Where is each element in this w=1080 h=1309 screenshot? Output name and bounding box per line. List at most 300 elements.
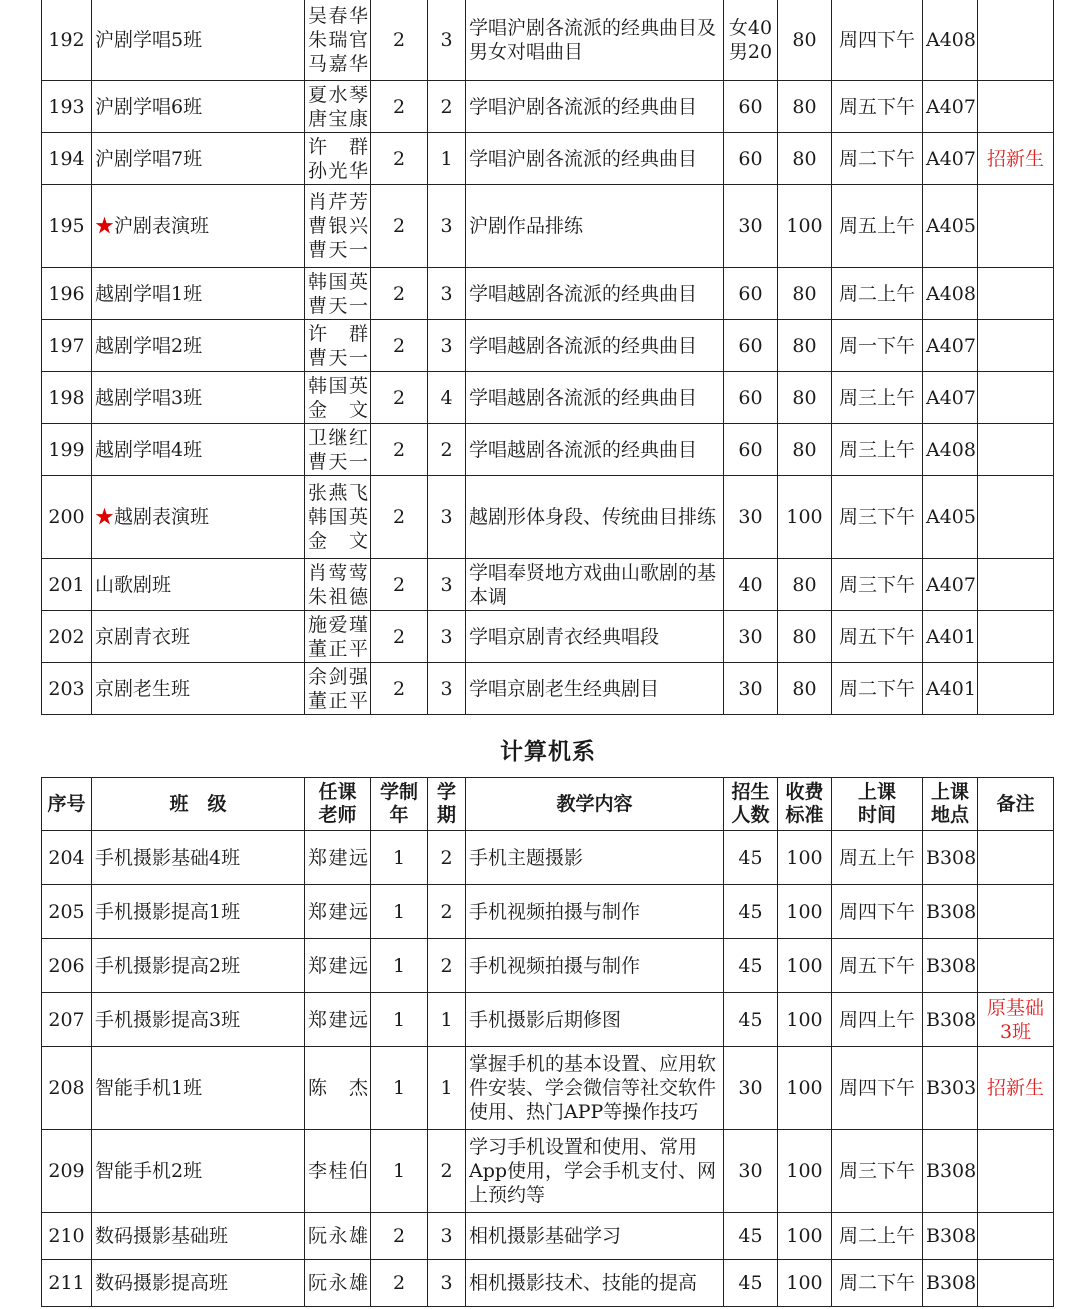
content-cell: [466, 993, 724, 1047]
teacher-name: 韩国英: [308, 374, 368, 397]
years-cell: 1: [371, 1130, 428, 1213]
years-cell: 2: [371, 0, 428, 81]
row-number: 207: [42, 993, 92, 1047]
note-cell: 招新生: [978, 1047, 1054, 1130]
room-cell: A408: [923, 0, 978, 81]
quota-cell: 60: [724, 268, 778, 320]
time-cell: 周二下午: [832, 1260, 923, 1307]
class-name-cell: [92, 185, 305, 268]
years-cell: 1: [371, 993, 428, 1047]
table-row: [42, 0, 1054, 81]
quota-cell: 45: [724, 885, 778, 939]
note-cell: [978, 372, 1054, 424]
teacher-name: 郑建远: [308, 1008, 368, 1031]
time-cell: 周四下午: [832, 0, 923, 81]
fee-cell: 100: [778, 1047, 832, 1130]
table-row: [42, 476, 1054, 559]
class-name-cell: [92, 1260, 305, 1307]
class-name: 智能手机2班: [95, 1160, 203, 1182]
quota-cell: 45: [724, 1260, 778, 1307]
time-cell: 周二下午: [832, 663, 923, 715]
term-cell: 2: [428, 885, 466, 939]
term-cell: 2: [428, 831, 466, 885]
room-cell: B308: [923, 939, 978, 993]
teacher-cell: [305, 831, 371, 885]
room-cell: A407: [923, 320, 978, 372]
class-name-cell: [92, 0, 305, 81]
quota-cell: 60: [724, 424, 778, 476]
teacher-name: 朱祖德: [308, 585, 368, 608]
time-cell: 周二上午: [832, 1213, 923, 1260]
fee-cell: 100: [778, 185, 832, 268]
teacher-name: 施爱瑾: [308, 613, 368, 636]
teacher-cell: [305, 885, 371, 939]
content-text: 学唱越剧各流派的经典曲目: [469, 282, 698, 305]
teacher-name: 阮永雄: [308, 1225, 368, 1247]
content-text: 学唱京剧老生经典剧目: [469, 677, 660, 700]
years-cell: 2: [371, 372, 428, 424]
row-number: 204: [42, 831, 92, 885]
content-cell: [466, 1260, 724, 1307]
row-number: 192: [42, 0, 92, 81]
fee-cell: 100: [778, 1260, 832, 1307]
header-no: 序号: [42, 778, 92, 831]
years-cell: 2: [371, 1260, 428, 1307]
time-cell: 周五下午: [832, 939, 923, 993]
term-cell: 1: [428, 1047, 466, 1130]
teacher-name: 韩国英: [308, 270, 368, 293]
row-number: 199: [42, 424, 92, 476]
fee-cell: 100: [778, 831, 832, 885]
content-text: 学唱奉贤地方戏曲山歌剧的基本调: [469, 561, 717, 608]
note-cell: [978, 476, 1054, 559]
time-cell: 周一下午: [832, 320, 923, 372]
quota-cell: 30: [724, 663, 778, 715]
note-cell: [978, 424, 1054, 476]
table-row: [42, 611, 1054, 663]
note-cell: [978, 1213, 1054, 1260]
time-cell: 周三下午: [832, 1130, 923, 1213]
teacher-name: 阮永雄: [308, 1272, 368, 1294]
content-cell: [466, 372, 724, 424]
class-name: 沪剧学唱6班: [95, 95, 203, 118]
class-name: 京剧老生班: [95, 677, 191, 700]
header-years-text: 学制 年: [379, 781, 418, 826]
content-cell: [466, 81, 724, 133]
header-term-text: 学 期: [436, 781, 456, 826]
class-name: 越剧学唱1班: [95, 282, 203, 305]
content-text: 手机视频拍摄与制作: [469, 954, 641, 977]
note-cell: [978, 268, 1054, 320]
content-text: 学唱越剧各流派的经典曲目: [469, 334, 698, 357]
header-fee-text: 收费 标准: [785, 781, 824, 826]
class-name-cell: [92, 1130, 305, 1213]
content-cell: [466, 1047, 724, 1130]
note-cell: [978, 831, 1054, 885]
header-room: [923, 778, 978, 831]
fee-cell: 80: [778, 133, 832, 185]
room-cell: B308: [923, 1260, 978, 1307]
teacher-cell: [305, 1130, 371, 1213]
header-fee: [778, 778, 832, 831]
room-cell: A407: [923, 559, 978, 611]
term-cell: 2: [428, 939, 466, 993]
teacher-cell: [305, 476, 371, 559]
content-text: 相机摄影基础学习: [469, 1225, 622, 1247]
class-name-cell: [92, 559, 305, 611]
class-name-cell: [92, 1047, 305, 1130]
content-text: 学唱沪剧各流派的经典曲目: [469, 147, 698, 170]
class-name: 京剧青衣班: [95, 625, 191, 648]
class-name: 越剧表演班: [114, 506, 210, 528]
row-number: 205: [42, 885, 92, 939]
header-class: 班 级: [92, 778, 305, 831]
class-name-cell: [92, 993, 305, 1047]
content-cell: [466, 268, 724, 320]
room-cell: B308: [923, 1213, 978, 1260]
content-text: 学唱沪剧各流派的经典曲目及男女对唱曲目: [469, 16, 717, 63]
table-row: [42, 133, 1054, 185]
table-computer-courses: [41, 777, 1054, 1307]
teacher-name: 夏水琴: [308, 83, 368, 106]
teacher-cell: [305, 0, 371, 81]
teacher-name: 曹天一: [308, 346, 368, 369]
content-text: 越剧形体身段、传统曲目排练: [469, 506, 717, 528]
room-cell: A405: [923, 185, 978, 268]
class-name: 智能手机1班: [95, 1077, 203, 1099]
row-number: 195: [42, 185, 92, 268]
quota-cell: 60: [724, 133, 778, 185]
room-cell: A407: [923, 372, 978, 424]
teacher-name: 曹天一: [308, 239, 368, 261]
class-name: 越剧学唱2班: [95, 334, 203, 357]
row-number: 208: [42, 1047, 92, 1130]
content-cell: [466, 663, 724, 715]
content-cell: [466, 320, 724, 372]
quota-cell: 60: [724, 372, 778, 424]
row-number: 197: [42, 320, 92, 372]
room-cell: B308: [923, 831, 978, 885]
room-cell: A408: [923, 268, 978, 320]
content-text: 掌握手机的基本设置、应用软件安装、学会微信等社交软件使用、热门APP等操作技巧: [469, 1053, 717, 1123]
term-cell: 3: [428, 1260, 466, 1307]
class-name: 越剧学唱4班: [95, 438, 203, 461]
teacher-name: 董正平: [308, 637, 368, 660]
star-icon: ★: [95, 506, 115, 528]
teacher-name: 曹天一: [308, 450, 368, 473]
content-cell: [466, 424, 724, 476]
row-number: 202: [42, 611, 92, 663]
years-cell: 1: [371, 1047, 428, 1130]
room-cell: A408: [923, 424, 978, 476]
note-cell: [978, 939, 1054, 993]
teacher-cell: [305, 611, 371, 663]
teacher-name: 金 文: [308, 530, 368, 552]
years-cell: 2: [371, 476, 428, 559]
years-cell: 1: [371, 939, 428, 993]
content-text: 学唱京剧青衣经典唱段: [469, 625, 660, 648]
content-text: 相机摄影技术、技能的提高: [469, 1272, 698, 1294]
content-text: 手机摄影后期修图: [469, 1008, 622, 1031]
quota-cell: 30: [724, 476, 778, 559]
class-name-cell: [92, 133, 305, 185]
table-row: [42, 663, 1054, 715]
teacher-name: 张燕飞: [308, 482, 368, 504]
section-title: 计算机系: [500, 739, 596, 765]
quota-cell: 30: [724, 1130, 778, 1213]
teacher-name: 肖芹芳: [308, 191, 368, 213]
years-cell: 2: [371, 424, 428, 476]
years-cell: 2: [371, 185, 428, 268]
teacher-name: 曹天一: [308, 294, 368, 317]
fee-cell: 80: [778, 663, 832, 715]
teacher-cell: [305, 81, 371, 133]
header-quota: [724, 778, 778, 831]
class-name-cell: [92, 81, 305, 133]
years-cell: 2: [371, 1213, 428, 1260]
table-opera-courses: [41, 0, 1054, 715]
content-cell: [466, 559, 724, 611]
teacher-name: 韩国英: [308, 506, 368, 528]
teacher-cell: [305, 993, 371, 1047]
years-cell: 2: [371, 559, 428, 611]
teacher-name: 唐宝康: [308, 107, 368, 130]
time-cell: 周三下午: [832, 559, 923, 611]
row-number: 201: [42, 559, 92, 611]
class-name: 手机摄影基础4班: [95, 846, 241, 869]
quota-cell: 45: [724, 993, 778, 1047]
term-cell: 4: [428, 372, 466, 424]
fee-cell: 80: [778, 0, 832, 81]
class-name-cell: [92, 372, 305, 424]
teacher-cell: [305, 372, 371, 424]
header-years: [371, 778, 428, 831]
table-row: [42, 993, 1054, 1047]
content-text: 学习手机设置和使用、常用App使用，学会手机支付、网上预约等: [469, 1136, 717, 1206]
header-room-text: 上课 地点: [930, 781, 969, 826]
header-note: 备注: [978, 778, 1054, 831]
teacher-cell: [305, 268, 371, 320]
quota-cell: 45: [724, 939, 778, 993]
content-cell: [466, 0, 724, 81]
content-text: 手机主题摄影: [469, 846, 584, 869]
note-cell: [978, 81, 1054, 133]
note-cell: [978, 663, 1054, 715]
teacher-cell: [305, 1260, 371, 1307]
content-cell: [466, 1130, 724, 1213]
term-cell: 3: [428, 559, 466, 611]
class-name: 手机摄影提高1班: [95, 900, 241, 923]
room-cell: A401: [923, 663, 978, 715]
room-cell: B308: [923, 993, 978, 1047]
quota-cell: 30: [724, 611, 778, 663]
teacher-cell: [305, 133, 371, 185]
years-cell: 2: [371, 133, 428, 185]
fee-cell: 100: [778, 993, 832, 1047]
term-cell: 2: [428, 424, 466, 476]
teacher-cell: [305, 559, 371, 611]
term-cell: 1: [428, 993, 466, 1047]
term-cell: 3: [428, 476, 466, 559]
class-name-cell: [92, 939, 305, 993]
table-row: [42, 1047, 1054, 1130]
star-icon: ★: [95, 215, 115, 237]
time-cell: 周三上午: [832, 424, 923, 476]
row-number: 196: [42, 268, 92, 320]
years-cell: 2: [371, 611, 428, 663]
row-number: 203: [42, 663, 92, 715]
fee-cell: 100: [778, 1213, 832, 1260]
row-number: 194: [42, 133, 92, 185]
teacher-cell: [305, 1213, 371, 1260]
note-cell: [978, 611, 1054, 663]
room-cell: B303: [923, 1047, 978, 1130]
fee-cell: 100: [778, 939, 832, 993]
note-cell: [978, 320, 1054, 372]
teacher-name: 肖莺莺: [308, 561, 368, 584]
class-name: 手机摄影提高2班: [95, 954, 241, 977]
teacher-name: 曹银兴: [308, 215, 368, 237]
note-cell: [978, 885, 1054, 939]
content-cell: [466, 885, 724, 939]
term-cell: 1: [428, 133, 466, 185]
class-name: 沪剧学唱7班: [95, 147, 203, 170]
fee-cell: 100: [778, 1130, 832, 1213]
term-cell: 3: [428, 611, 466, 663]
teacher-name: 金 文: [308, 398, 368, 421]
note-cell: [978, 0, 1054, 81]
content-cell: [466, 133, 724, 185]
quota-cell: 女40 男20: [724, 0, 778, 81]
time-cell: 周三上午: [832, 372, 923, 424]
room-cell: A405: [923, 476, 978, 559]
note-cell: [978, 559, 1054, 611]
room-cell: B308: [923, 885, 978, 939]
teacher-name: 许 群: [308, 135, 368, 158]
fee-cell: 80: [778, 559, 832, 611]
room-cell: A407: [923, 133, 978, 185]
quota-cell: 40: [724, 559, 778, 611]
time-cell: 周五上午: [832, 831, 923, 885]
teacher-name: 朱瑞官: [308, 28, 368, 51]
time-cell: 周四上午: [832, 993, 923, 1047]
teacher-name: 郑建远: [308, 846, 368, 869]
row-number: 198: [42, 372, 92, 424]
content-text: 沪剧作品排练: [469, 215, 584, 237]
class-name-cell: [92, 424, 305, 476]
teacher-name: 李桂伯: [308, 1160, 368, 1182]
term-cell: 2: [428, 81, 466, 133]
table-row: [42, 268, 1054, 320]
note-cell: 招新生: [978, 133, 1054, 185]
class-name-cell: [92, 268, 305, 320]
time-cell: 周五下午: [832, 611, 923, 663]
years-cell: 1: [371, 885, 428, 939]
table-row: [42, 1260, 1054, 1307]
room-cell: A407: [923, 81, 978, 133]
content-cell: [466, 611, 724, 663]
teacher-name: 马嘉华: [308, 52, 368, 75]
quota-cell: 45: [724, 1213, 778, 1260]
content-text: 学唱越剧各流派的经典曲目: [469, 386, 698, 409]
note-cell: 原基础3班: [978, 993, 1054, 1047]
table-row: [42, 1130, 1054, 1213]
teacher-cell: [305, 424, 371, 476]
class-name: 沪剧表演班: [114, 215, 210, 237]
fee-cell: 100: [778, 476, 832, 559]
header-teacher: [305, 778, 371, 831]
teacher-name: 卫继红: [308, 426, 368, 449]
table-row: [42, 81, 1054, 133]
content-cell: [466, 476, 724, 559]
class-name: 数码摄影提高班: [95, 1272, 229, 1294]
table-header-row: [42, 778, 1054, 831]
quota-cell: 30: [724, 1047, 778, 1130]
table-row: [42, 185, 1054, 268]
row-number: 206: [42, 939, 92, 993]
quota-cell: 30: [724, 185, 778, 268]
row-number: 200: [42, 476, 92, 559]
class-name-cell: [92, 320, 305, 372]
time-cell: 周二下午: [832, 133, 923, 185]
fee-cell: 80: [778, 372, 832, 424]
table-row: [42, 320, 1054, 372]
note-cell: [978, 1130, 1054, 1213]
table-row: [42, 831, 1054, 885]
class-name: 手机摄影提高3班: [95, 1008, 241, 1031]
row-number: 210: [42, 1213, 92, 1260]
quota-cell: 60: [724, 81, 778, 133]
term-cell: 3: [428, 0, 466, 81]
teacher-name: 吴春华: [308, 4, 368, 27]
room-cell: A401: [923, 611, 978, 663]
teacher-cell: [305, 185, 371, 268]
class-name-cell: [92, 611, 305, 663]
teacher-cell: [305, 320, 371, 372]
content-text: 手机视频拍摄与制作: [469, 900, 641, 923]
table-row: [42, 939, 1054, 993]
class-name-cell: [92, 885, 305, 939]
row-number: 211: [42, 1260, 92, 1307]
content-cell: [466, 939, 724, 993]
fee-cell: 80: [778, 268, 832, 320]
class-name: 越剧学唱3班: [95, 386, 203, 409]
teacher-name: 余剑强: [308, 665, 368, 688]
time-cell: 周四下午: [832, 1047, 923, 1130]
term-cell: 3: [428, 663, 466, 715]
class-name-cell: [92, 1213, 305, 1260]
header-quota-text: 招生 人数: [731, 781, 770, 826]
years-cell: 1: [371, 831, 428, 885]
header-term: [428, 778, 466, 831]
term-cell: 3: [428, 1213, 466, 1260]
class-name-cell: [92, 663, 305, 715]
content-cell: [466, 185, 724, 268]
teacher-name: 许 群: [308, 322, 368, 345]
content-text: 学唱越剧各流派的经典曲目: [469, 438, 698, 461]
teacher-cell: [305, 663, 371, 715]
years-cell: 2: [371, 320, 428, 372]
fee-cell: 80: [778, 320, 832, 372]
term-cell: 2: [428, 1130, 466, 1213]
teacher-name: 郑建远: [308, 954, 368, 977]
table-row: [42, 1213, 1054, 1260]
class-name: 山歌剧班: [95, 573, 172, 596]
fee-cell: 80: [778, 611, 832, 663]
time-cell: 周二上午: [832, 268, 923, 320]
class-name-cell: [92, 831, 305, 885]
time-cell: 周三下午: [832, 476, 923, 559]
